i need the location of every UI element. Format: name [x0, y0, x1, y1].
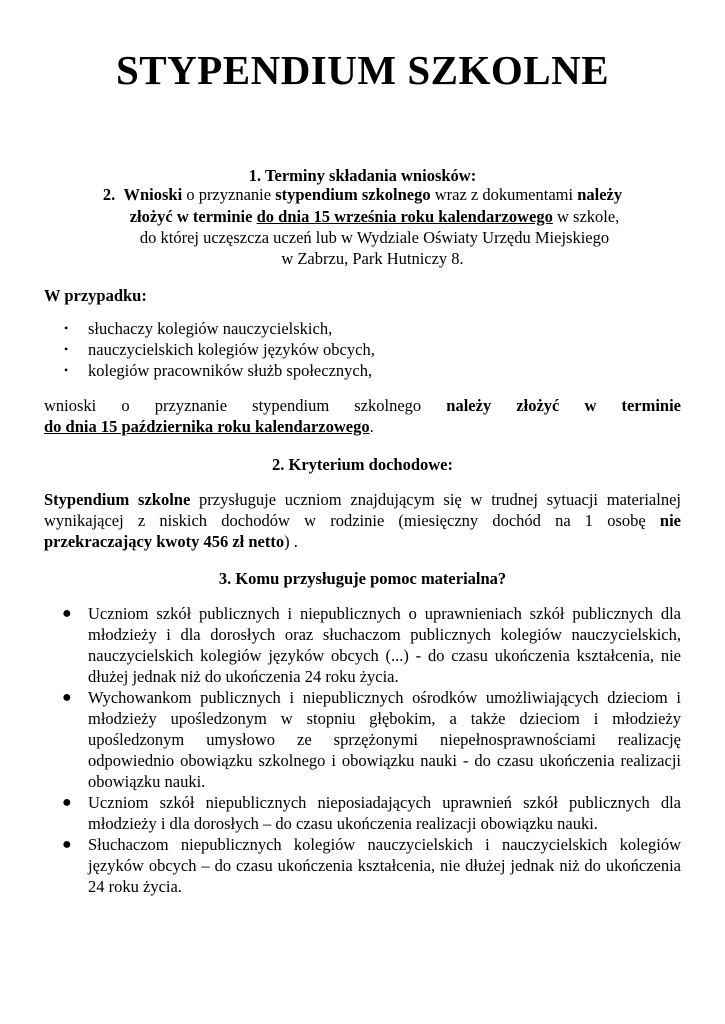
section1-line3: do której uczęszcza uczeń lub w Wydziale Oświaty Urzędu Miejskiego: [139, 228, 610, 247]
bullet-icon: ●: [62, 794, 72, 811]
bullet-icon: ●: [62, 605, 72, 622]
bullet-icon: •: [64, 363, 69, 377]
case-text-line1: wnioski o przyznanie stypendium szkolnego należy złożyć w terminie: [44, 396, 682, 415]
case-heading: W przypadku:: [44, 286, 147, 305]
section1-heading: 1. Terminy składania wniosków:: [248, 166, 477, 185]
list-item: ● Słuchaczom niepublicznych kolegiów nauczycielskich i nauczycielskich kolegiów języków obcych – do czasu ukończenia kształcenia, nie dłużej jednak niż do ukończenia 24 roku życia.: [62, 835, 681, 896]
section2-heading: 2. Kryterium dochodowe:: [271, 455, 454, 474]
section2-text: Stypendium szkolne przysługuje uczniom znajdującym się w trudnej sytuacji materialnej wynikającej z niskich dochodów w rodzinie (miesięczny dochód na 1 osobę nie przekraczający kwoty 456 zł netto) .: [44, 490, 681, 551]
bullet-icon: •: [64, 342, 69, 356]
list-item: ● Uczniom szkół niepublicznych nieposiadających uprawnień szkół publicznych dla młodzieży i dla dorosłych – do czasu ukończenia realizacji obowiązku nauki.: [62, 793, 681, 833]
case-list: [44, 318, 375, 381]
list-item: • nauczycielskich kolegiów języków obcych,: [64, 340, 375, 359]
section1-line2: złożyć w terminie do dnia 15 września roku kalendarzowego w szkole,: [129, 207, 620, 226]
list-item: • słuchaczy kolegiów nauczycielskich,: [64, 319, 333, 338]
deadline-september: do dnia 15 września roku kalendarzowego: [256, 207, 553, 226]
list-item: ● Wychowankom publicznych i niepublicznych ośrodków umożliwiających dzieciom i młodzieży upośledzonym w stopniu głębokim, a także dzieciom i młodzieży upośledzonym umysłowo ze sprzężonymi niepełnosprawnościami realizację odpowiednio obowiązku szkolnego i obowiązku nauki - do czasu ukończenia realizacji obowiązku nauki.: [62, 688, 681, 791]
section3-heading: 3. Komu przysługuje pomoc materialna?: [218, 569, 507, 588]
section1-line4: w Zabrzu, Park Hutniczy 8.: [281, 249, 464, 268]
list-item: ● Uczniom szkół publicznych i niepublicznych o uprawnieniach szkół publicznych dla młodzieży i dla dorosłych oraz słuchaczom publicznych kolegiów nauczycielskich, nauczycielskich kolegiów języków obcych (...) - do czasu ukończenia kształcenia, nie dłużej jednak niż do ukończenia 24 roku życia.: [62, 604, 681, 686]
bullet-icon: •: [64, 321, 69, 335]
page-title: STYPENDIUM SZKOLNE: [115, 47, 610, 93]
deadline-october: do dnia 15 października roku kalendarzowego: [44, 417, 370, 436]
list-item: • kolegiów pracowników służb społecznych,: [64, 361, 373, 380]
section1-line1: 2. Wnioski o przyznanie stypendium szkolnego wraz z dokumentami należy: [102, 185, 623, 204]
bullet-icon: ●: [62, 689, 72, 706]
bullet-icon: ●: [62, 836, 72, 853]
section3-list: [44, 603, 681, 897]
case-text-line2: do dnia 15 października roku kalendarzowego.: [44, 417, 374, 436]
